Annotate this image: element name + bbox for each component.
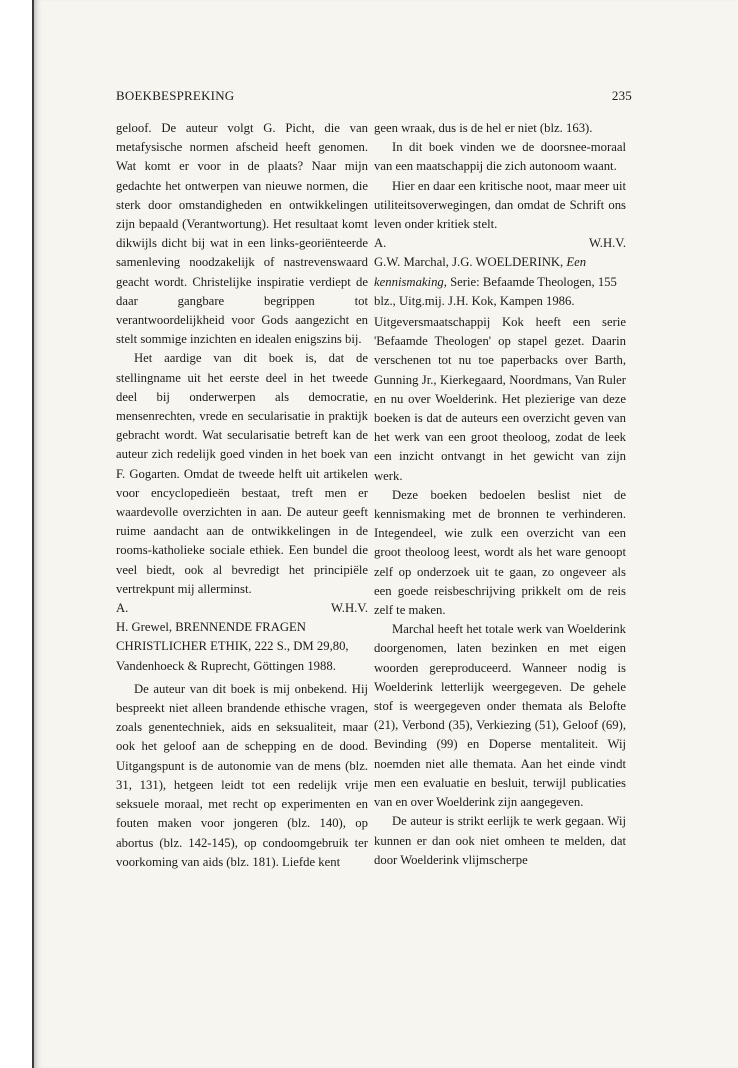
review-heading-title: Een kennismaking	[374, 255, 587, 289]
paragraph: Marchal heeft het totale werk van Woelderink doorgenomen, laten bezinken en met eigen woorden gereproduceerd. Wanneer nodig is Woelderink letterlijk weergegeven. De gehele stof is weergegeven onder themata als Belofte (21), Verbond (35), Verkiezing (51), Geloof (69), Bevinding (99) en Doperse mentaliteit. Wij noemden niet alle themata. Aan het einde vindt men een evaluatie en besluit, terwijl publicaties van en over Woelderink zijn aangegeven.	[374, 622, 626, 810]
paragraph: geen wraak, dus is de hel er niet (blz. 163).	[374, 121, 593, 135]
review-heading	[374, 253, 626, 311]
paragraph: Hier en daar een kritische noot, maar meer uit utiliteitsoverwegingen, dan omdat de Schrift ons leven onder kritiek stelt.	[374, 178, 626, 232]
left-column	[116, 119, 368, 872]
paragraph: De auteur van dit boek is mij onbekend. Hij bespreekt niet alleen brandende ethische vragen, zoals genentechniek, aids en seksualiteit, maar ook het geloof aan de schepping en de dood. Uitgangspunt is de autonomie van de mens (blz. 31, 131), hetgeen leidt tot een redelijk vrije seksuele moraal, met recht op experimenten en fouten maken voor jongeren (blz. 140), op abortus (blz. 142-145), op condoomgebruik ter voorkoming van aids (blz. 181). Liefde kent	[116, 681, 368, 869]
paragraph: geloof. De auteur volgt G. Picht, die van metafysische normen afscheid heeft genomen. Wat komt er voor in de plaats? Naar mijn gedachte het ontwerpen van nieuwe normen, die sterk door omstandigheden en ontwikkelingen zijn bepaald (Verantwortung). Het resultaat komt dikwijls dicht bij wat in een links-georiënteerde samenleving noodzakelijk of nastrevenswaard geacht wordt. Christelijke inspiratie verdiept de daar gangbare begrippen tot verantwoordelijkheid voor Gods aangezicht en stelt sommige inzichten en idealen enigszins bij.	[116, 121, 368, 347]
reviewer-initials: W.H.V.	[588, 236, 626, 251]
signature-initial: A.	[374, 236, 387, 251]
paragraph: Uitgeversmaatschappij Kok heeft een serie 'Befaamde Theologen' op stapel gezet. Daarin verschenen tot nu toe paperbacks over Barth, Gunning Jr., Kierkegaard, Noordmans, Van Ruler en nu over Woelderink. Het plezierige van deze boeken is dat de auteurs een overzicht geven van het werk van een groot theoloog, zodat de leek een inzicht ontvangt in het gewicht van zijn werk.	[374, 315, 626, 483]
page	[32, 0, 738, 1068]
review-heading-details: , Serie: Befaamde Theologen, 155 blz., Uitg.mij. J.H. Kok, Kampen 1986.	[374, 274, 617, 308]
page-number: 235	[611, 88, 632, 103]
paragraph: Het aardige van dit boek is, dat de stellingname uit het eerste deel in het tweede deel bij onderwerpen als democratie, mensenrechten, vrede en secularisatie in praktijk gebracht wordt. Wat secularisatie betreft kan de auteur zich redelijk goed vinden in het boek van F. Gogarten. Omdat de tweede helft uit artikelen voor encyclopedieën bestaat, treft men er waardevolle overzichten in aan. De auteur geeft ruime aandacht aan de ontwikkelingen in de rooms-katholieke sociale ethiek. Een bundel die veel biedt, ook al bevredigt het principiële vertrekpunt mij allerminst.	[116, 351, 368, 596]
paragraph: Deze boeken bedoelen beslist niet de kennismaking met de bronnen te verhinderen. Integendeel, wie zulk een overzicht van een groot theoloog leest, wordt als het ware genoopt zelf op onderzoek uit te gaan, zo ongeveer als een goede reisbeschrijving prikkelt om de reis zelf te maken.	[374, 487, 626, 618]
paragraph: De auteur is strikt eerlijk te werk gegaan. Wij kunnen er dan ook niet omheen te melden, dat door Woelderink vlijmscherpe	[374, 814, 626, 867]
signature-line	[374, 234, 626, 253]
review-heading-authors: G.W. Marchal, J.G. WOELDERINK,	[374, 255, 567, 270]
signature-initial: A.	[116, 601, 129, 616]
review-heading: H. Grewel, BRENNENDE FRAGEN CHRISTLICHER ETHIK, 222 S., DM 29,80, Vandenhoeck & Ruprecht, Göttingen 1988.	[116, 620, 349, 673]
right-column	[374, 119, 626, 870]
running-header	[116, 88, 632, 106]
section-title: BOEKBESPREKING	[116, 88, 235, 103]
paragraph: In dit boek vinden we de doorsnee-moraal van een maatschappij die zich autonoom waant.	[374, 140, 626, 174]
signature-line	[116, 599, 368, 618]
reviewer-initials: W.H.V.	[330, 601, 368, 616]
